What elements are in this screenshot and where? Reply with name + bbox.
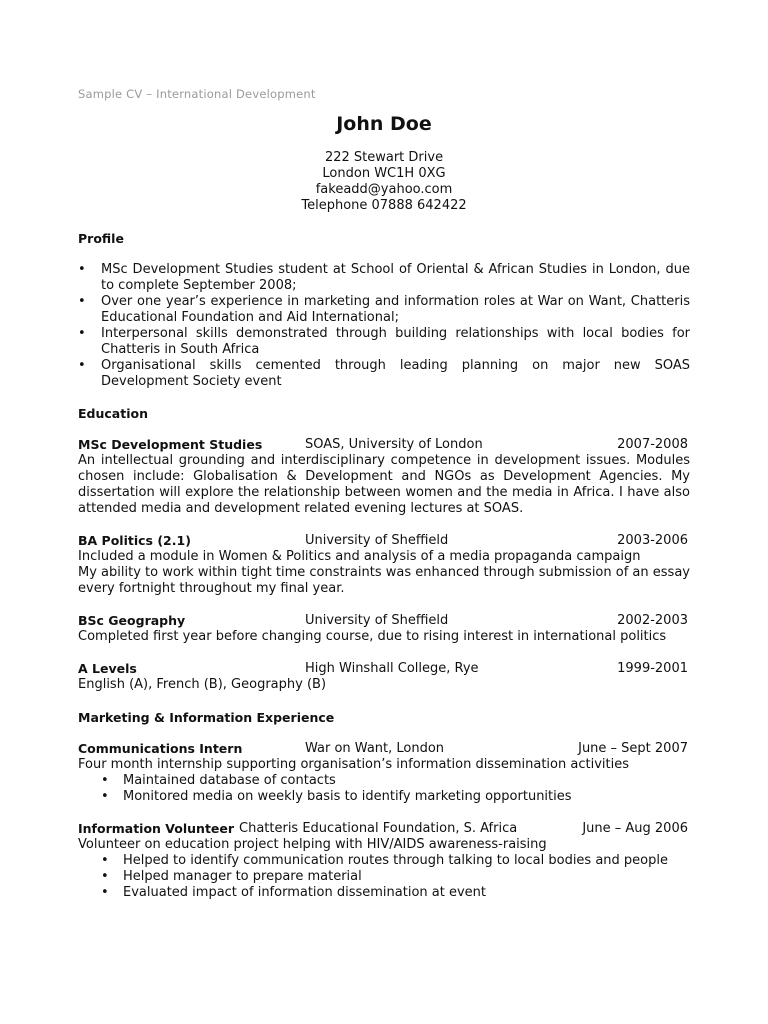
experience-entry [78, 741, 690, 805]
entry-dates: June – Aug 2006 [582, 821, 688, 836]
contact-street: 222 Stewart Drive [324, 150, 444, 165]
entry-bullet: • Monitored media on weekly basis to identify marketing opportunities [78, 789, 690, 805]
profile-item: • Interpersonal skills demonstrated through building relationships with local bodies for Chatteris in South Africa [78, 326, 690, 358]
contact-telephone: Telephone 07888 642422 [301, 198, 467, 213]
entry-header [78, 741, 690, 757]
experience-entry [78, 821, 690, 901]
entry-title: Communications Intern [78, 741, 243, 756]
entry-title: A Levels [78, 661, 137, 676]
entry-description: Completed first year before changing course, due to rising interest in international politics [78, 629, 667, 644]
education-entry [78, 533, 690, 597]
entry-dates: 1999-2001 [617, 661, 688, 676]
profile-item: • Over one year’s experience in marketing and information roles at War on Want, Chatteris Educational Foundation and Aid International; [78, 294, 690, 326]
entry-description: An intellectual grounding and interdisciplinary competence in development issues. Modules chosen include: Globalisation & Development and NGOs as Development Agencies. My dissertation will explore the relationship between women and the media in Africa. I have also attended media and development related evening lectures at SOAS. [78, 453, 690, 516]
entry-header [78, 613, 690, 629]
entry-organisation: Chatteris Educational Foundation, S. Africa [239, 821, 518, 836]
experience-heading: Marketing & Information Experience [78, 710, 335, 725]
entry-institution: High Winshall College, Rye [305, 661, 479, 676]
cv-page [78, 0, 690, 1024]
contact-block [78, 150, 690, 214]
profile-item: • MSc Development Studies student at School of Oriental & African Studies in London, due to complete September 2008; [78, 262, 690, 294]
candidate-name: John Doe [336, 113, 432, 135]
entry-dates: 2007-2008 [617, 437, 688, 452]
entry-header [78, 821, 690, 837]
entry-dates: 2002-2003 [617, 613, 688, 628]
profile-list-wrap [78, 262, 690, 390]
entry-header [78, 661, 690, 677]
entry-description: My ability to work within tight time constraints was enhanced through submission of an essay every fortnight throughout my final year. [78, 565, 690, 596]
entry-description: Included a module in Women & Politics and analysis of a media propaganda campaign [78, 549, 641, 564]
profile-heading: Profile [78, 231, 124, 246]
entry-title: Information Volunteer [78, 821, 235, 836]
entry-bullet: • Helped manager to prepare material [78, 869, 690, 885]
entry-dates: 2003-2006 [617, 533, 688, 548]
entry-bullets [78, 773, 690, 805]
entry-organisation: War on Want, London [305, 741, 445, 756]
profile-item: • Organisational skills cemented through leading planning on major new SOAS Development Society event [78, 358, 690, 390]
entry-institution: University of Sheffield [305, 533, 449, 548]
education-entry [78, 437, 690, 517]
entry-bullet: • Evaluated impact of information dissemination at event [78, 885, 690, 901]
entry-dates: June – Sept 2007 [578, 741, 688, 756]
entry-bullet: • Maintained database of contacts [78, 773, 690, 789]
entry-description: English (A), French (B), Geography (B) [78, 677, 327, 692]
entry-title: BA Politics (2.1) [78, 533, 191, 548]
entry-header [78, 437, 690, 453]
entry-summary: Volunteer on education project helping with HIV/AIDS awareness-raising [78, 837, 547, 852]
education-entry [78, 613, 690, 645]
entry-bullets [78, 853, 690, 901]
education-entry [78, 661, 690, 693]
document-header-note: Sample CV – International Development [78, 87, 316, 101]
profile-section [78, 231, 690, 247]
contact-city: London WC1H 0XG [322, 166, 446, 181]
entry-institution: University of Sheffield [305, 613, 449, 628]
profile-list [78, 262, 690, 390]
entry-title: BSc Geography [78, 613, 186, 628]
contact-email: fakeadd@yahoo.com [315, 182, 453, 197]
entry-summary: Four month internship supporting organisation’s information dissemination activities [78, 757, 629, 772]
education-section [78, 406, 690, 422]
experience-section [78, 710, 690, 726]
entry-institution: SOAS, University of London [305, 437, 483, 452]
entry-title: MSc Development Studies [78, 437, 263, 452]
entry-bullet: • Helped to identify communication routes through talking to local bodies and people [78, 853, 690, 869]
entry-header [78, 533, 690, 549]
education-heading: Education [78, 406, 148, 421]
